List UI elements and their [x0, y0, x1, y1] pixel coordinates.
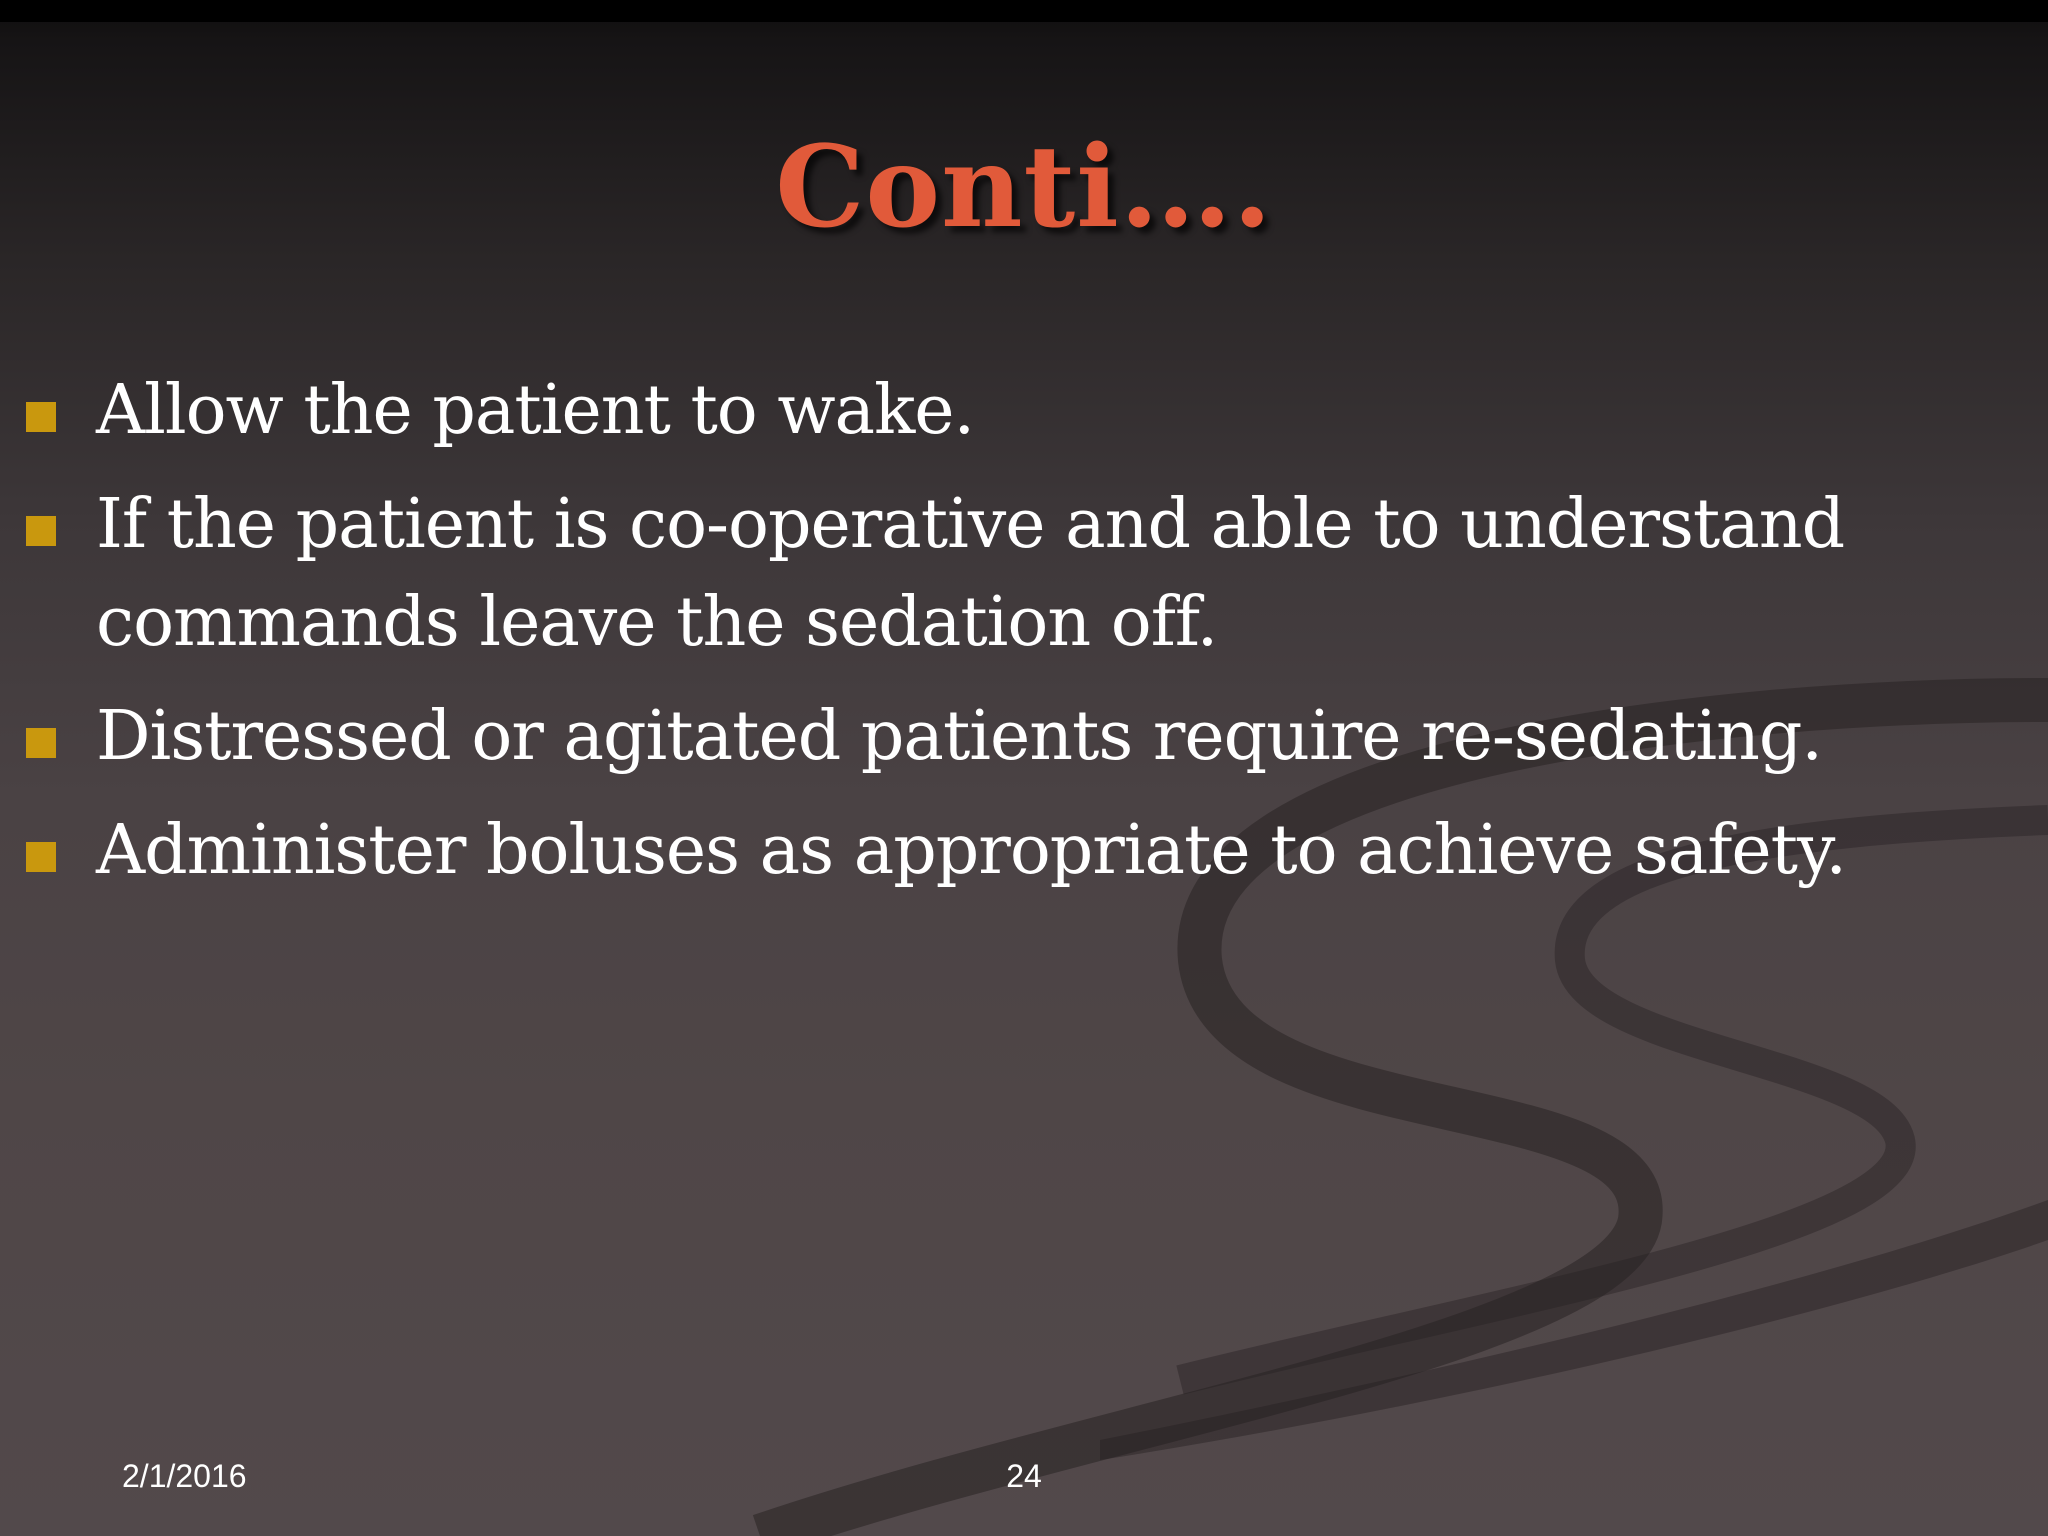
square-bullet-icon: [26, 402, 56, 432]
square-bullet-icon: [26, 728, 56, 758]
bullet-text: If the patient is co-operative and able to understand commands leave the sedation off.: [96, 485, 1845, 662]
swoosh-band: [1100, 1200, 2048, 1460]
bullet-item: [0, 688, 2048, 786]
bullet-text: Administer boluses as appropriate to achieve safety.: [96, 811, 1846, 890]
bullet-list: [0, 362, 2048, 916]
footer-page-number: 24: [1006, 1458, 1042, 1494]
square-bullet-icon: [26, 516, 56, 546]
bullet-text: Distressed or agitated patients require re-sedating.: [96, 697, 1823, 776]
footer-date: 2/1/2016: [122, 1458, 247, 1494]
square-bullet-icon: [26, 842, 56, 872]
bullet-item: [0, 802, 2048, 900]
bullet-item: [0, 362, 2048, 460]
bullet-text: Allow the patient to wake.: [96, 371, 975, 450]
bullet-item: [0, 476, 2048, 672]
slide-title: Conti….: [775, 122, 1273, 253]
